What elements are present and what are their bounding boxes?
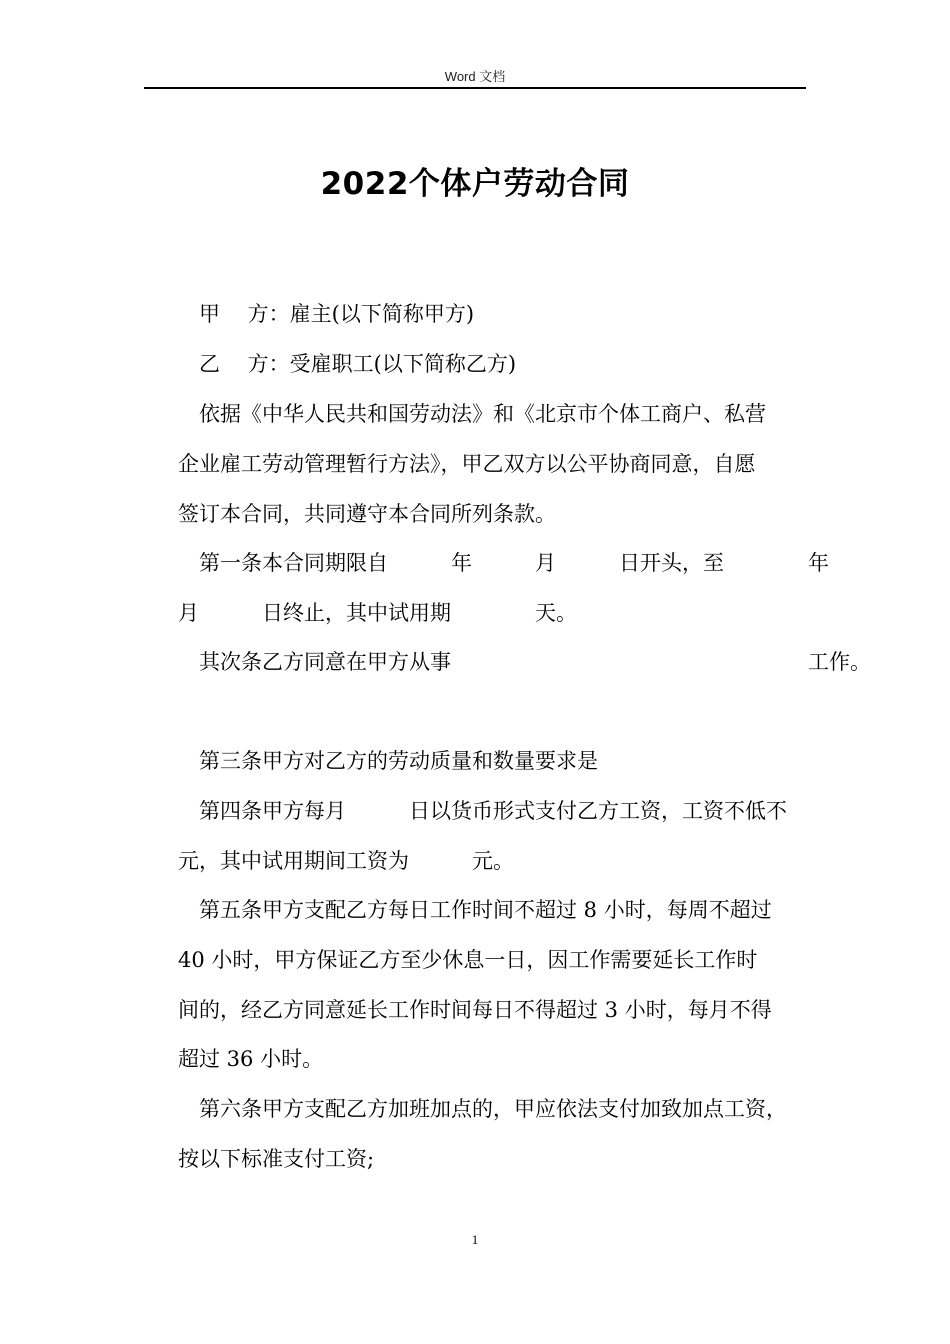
preamble-line-2: 企业雇工劳动管理暂行方法》，甲乙双方以公平协商同意，自愿: [178, 452, 756, 476]
preamble-line-1: 依据《中华人民共和国劳动法》和《北京市个体工商户、私营: [199, 402, 766, 426]
article-5-line-3: 间的，经乙方同意延长工作时间每日不得超过 3 小时，每月不得: [178, 998, 772, 1022]
party-b-line: 乙 方：受雇职工(以下简称乙方): [199, 352, 517, 376]
article-1-line-2: 月 日终止，其中试用期 天。: [178, 601, 577, 625]
preamble-line-3: 签订本合同，共同遵守本合同所列条款。: [178, 502, 556, 526]
document-title: 2022个体户劳动合同: [320, 166, 630, 202]
article-4-line-1: 第四条甲方每月 日以货币形式支付乙方工资，工资不低不: [199, 799, 787, 823]
article-5-line-4: 超过 36 小时。: [178, 1047, 324, 1071]
article-1-line-1: 第一条本合同期限自 年 月 日开头，至 年: [199, 551, 829, 575]
header-divider: [144, 87, 806, 89]
article-6-line-1: 第六条甲方支配乙方加班加点的，甲应依法支付加致加点工资，: [199, 1097, 787, 1121]
party-a-line: 甲 方：雇主(以下简称甲方): [199, 302, 475, 326]
article-4-line-2: 元，其中试用期间工资为 元。: [178, 849, 514, 873]
page-header: Word 文档: [444, 69, 506, 84]
article-6-line-2: 按以下标准支付工资;: [178, 1147, 375, 1171]
article-3-line: 第三条甲方对乙方的劳动质量和数量要求是: [199, 749, 598, 773]
article-2-line: 其次条乙方同意在甲方从事 工作。: [199, 650, 871, 674]
article-5-line-1: 第五条甲方支配乙方每日工作时间不超过 8 小时，每周不超过: [199, 898, 772, 922]
article-5-line-2: 40 小时，甲方保证乙方至少休息一日，因工作需要延长工作时: [178, 948, 758, 972]
page-number: 1: [471, 1232, 479, 1247]
